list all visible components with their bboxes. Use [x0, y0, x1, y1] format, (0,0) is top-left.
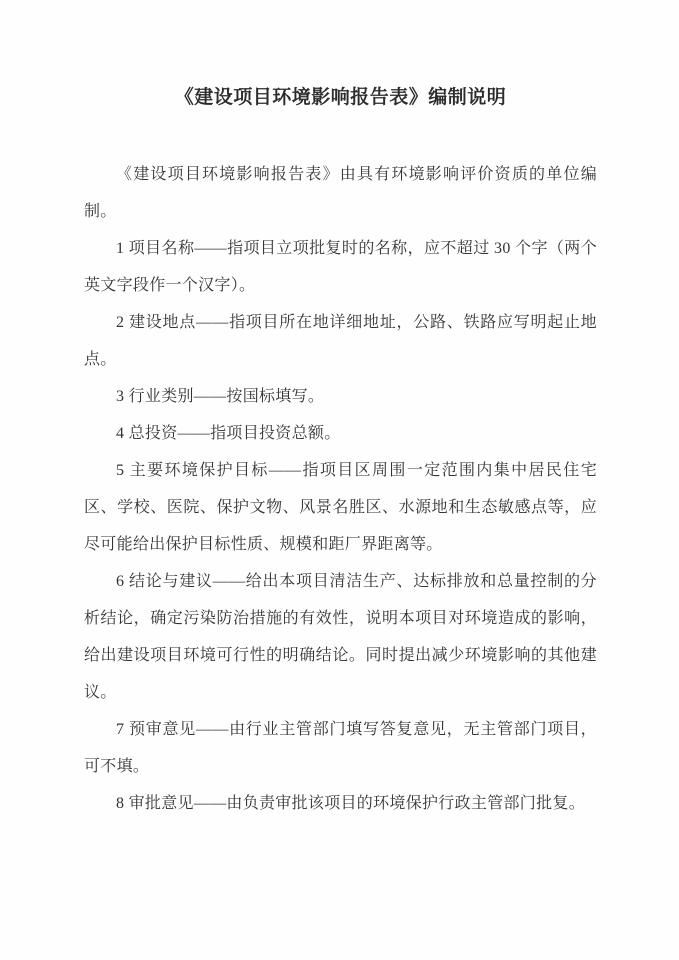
document-content [84, 79, 597, 822]
paragraph: 1 项目名称——指项目立项批复时的名称，应不超过 30 个字（两个英文字段作一个汉字）。 [84, 240, 597, 294]
paragraph: 8 审批意见——由负责审批该项目的环境保护行政主管部门批复。 [116, 795, 586, 812]
paragraph: 3 行业类别——按国标填写。 [116, 388, 325, 405]
paragraph: 《建设项目环境影响报告表》由具有环境影响评价资质的单位编制。 [84, 166, 597, 220]
paragraph: 5 主要环境保护目标——指项目区周围一定范围内集中居民住宅区、学校、医院、保护文物、风景名胜区、水源地和生态敏感点等，应尽可能给出保护目标性质、规模和距厂界距离等。 [84, 462, 597, 553]
document-title: 《建设项目环境影响报告表》编制说明 [174, 87, 507, 108]
paragraph: 6 结论与建议——给出本项目清洁生产、达标排放和总量控制的分析结论，确定污染防治措施的有效性，说明本项目对环境造成的影响，给出建设项目环境可行性的明确结论。同时提出减少环境影响的其他建议。 [84, 573, 597, 701]
paragraph: 4 总投资——指项目投资总额。 [116, 425, 341, 442]
paragraph: 7 预审意见——由行业主管部门填写答复意见，无主管部门项目，可不填。 [84, 721, 597, 775]
paragraph: 2 建设地点——指项目所在地详细地址，公路、铁路应写明起止地点。 [84, 314, 597, 368]
document-body [84, 156, 597, 822]
